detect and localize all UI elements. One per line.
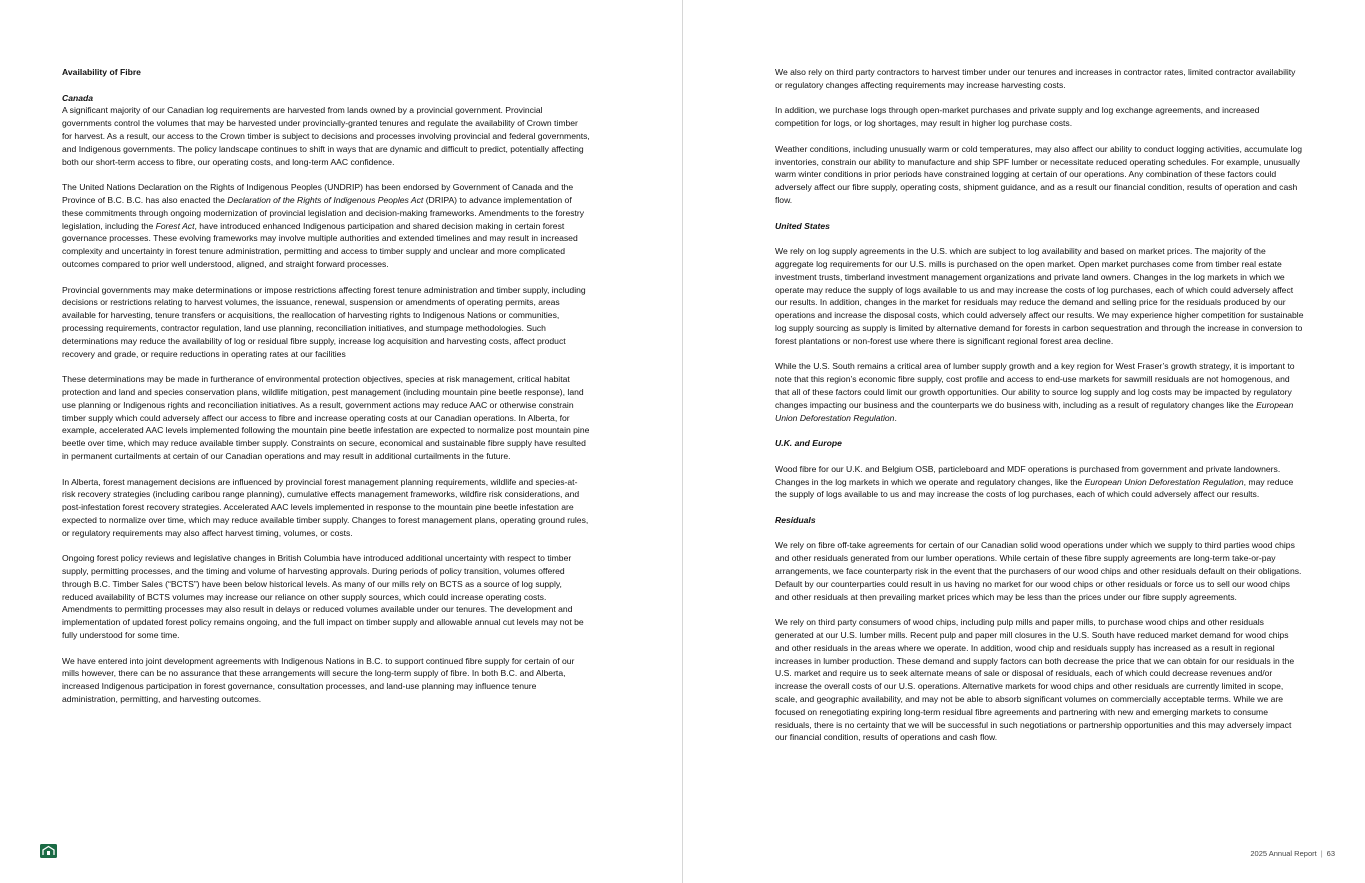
paragraph: We also rely on third party contractors to harvest timber under our tenures and increases in contractor rates, limited contractor availability or regulatory changes affecting requirements may increase harvesting costs. xyxy=(775,67,1296,90)
paragraph: These determinations may be made in furtherance of environmental protection objectives, species at risk management, critical habitat protection and land and species conservation plans, wildlife mitigation, pest management (including mountain pine beetle response), land use planning or Indigenous rights and reconciliation initiatives. As a result, government actions may reduce AAC or otherwise constrain timber supply which could adversely affect our access to fibre and increase operating costs at our Canadian operations. In Alberta, for example, accelerated AAC levels implemented following the mountain pine beetle infestation are expected to normalize post mountain pine beetle over time, which may reduce available timber supply. Constraints on secure, economical and sustainable fibre supply have resulted in permanent curtailments at certain of our Canadian operations and may result in additional curtailments in the future. xyxy=(62,374,590,461)
paragraph: We rely on third party consumers of wood chips, including pulp mills and paper mills, to purchase wood chips and other residuals generated at our U.S. lumber mills. Recent pulp and paper mill closures in the U.S. South have reduced market demand for wood chips and other residuals in the areas where we operate. In addition, wood chip and residuals supply has increased as a result in regional increases in lumber production. These demand and supply factors can both decrease the price that we can obtain for our residuals in the U.S. market and require us to seek alternate means of sale or disposal of residuals, each of which could decrease revenues and/or increase the overall costs of our U.S. operations. Alternative markets for wood chips and other residuals are currently limited in scope, scale, and geographic availability, and may not be able to absorb significant volumes on commercially acceptable terms. While we are focused on renegotiating expiring long-term residual fibre agreements and partnering with new and emerging markets to consume residuals, there is no certainty that we will be successful in such negotiations or partnership opportunities and this may adversely impact our financial condition, results of operations and cash flow. xyxy=(775,617,1295,743)
company-logo-icon xyxy=(40,844,57,858)
availability-of-fibre-heading: Availability of Fibre xyxy=(62,67,141,77)
paragraph: Weather conditions, including unusually warm or cold temperatures, may also affect our ability to conduct logging activities, accumulate log inventories, constrain our ability to manufacture and ship SPF lumber or necessitate reduced operating schedules. For example, unusually warm winter conditions in prior periods have constrained logging at certain of our operations. Any combination of these factors could adversely affect our fibre supply, operating costs, shipment guidance, and as a result our financial condition, results of operation and cash flow. xyxy=(775,143,1303,205)
united-states-heading: United States xyxy=(775,220,830,231)
paragraph: While the U.S. South remains a critical area of lumber supply growth and a key region for West Fraser’s growth strategy, it is important to note that this region’s economic fibre supply, cost profile and access to end-use markets for sawmill residuals are not homogenous, and that all of these factors could limit our growth opportunities. Our ability to source log supply and log costs may be impacted by regulatory changes impacting our business and the counterparts we do business with, including as a result of regulatory changes like the European Union Deforestation Regulation. xyxy=(775,361,1295,423)
canada-heading: Canada xyxy=(62,92,94,103)
footer-separator: | xyxy=(1320,849,1323,858)
paragraph: In addition, we purchase logs through open-market purchases and private supply and log exchange agreements, and increased competition for logs, or log shortages, may result in higher log purchase costs. xyxy=(775,105,1260,129)
residuals-heading: Residuals xyxy=(775,514,816,525)
left-column xyxy=(62,66,590,719)
right-column xyxy=(775,66,1305,757)
report-title: 2025 Annual Report xyxy=(1250,849,1317,858)
paragraph: In Alberta, forest management decisions are influenced by provincial forest management planning requirements, wildlife and species-at-risk recovery strategies (including caribou range planning), cumulative effects management frameworks, wildfire risk considerations, and post-infestation forest recovery strategies. Accelerated AAC levels implemented in response to the mountain pine beetle infestation are expected to normalize over time, which may reduce available timber supply. Changes to forest management plans, operating ground rules, or regulatory requirements may also affect harvest timing, volumes, or costs. xyxy=(62,476,589,538)
uk-europe-heading: U.K. and Europe xyxy=(775,438,842,449)
left-page xyxy=(0,0,682,883)
paragraph: A significant majority of our Canadian log requirements are harvested from lands owned by a provincial government. Provincial governments control the volumes that may be harvested under provincially-granted tenures and regulate the availability of Crown timber for harvest. As a result, our access to the Crown timber is subject to decisions and processes involving provincial and federal governments, and Indigenous governments. The policy landscape continues to shift in ways that are dynamic and difficult to predict, potentially affecting both our short-term access to fibre, our operating costs, and long-term AAC confidence. xyxy=(62,105,590,167)
paragraph: We rely on log supply agreements in the U.S. which are subject to log availability and based on market prices. The majority of the aggregate log requirements for our U.S. mills is purchased on the open market. Open market purchases come from timber real estate investment trusts, timberland investment management organizations and private land owners. Changes in the log markets in which we operate may reduce the supply of logs available to us and may increase the costs of log purchases, each of which could adversely affect our results. In addition, changes in the market for residuals may reduce the demand and selling price for the residuals produced by our operations and increase the disposal costs, which could adversely affect our results. We may experience higher competition for sustainable log supply sourcing as supply is limited by alternative demand for forests in carbon sequestration and through the increase in conversion to forest plantations or non-forest use where there is significant regional forest area decline. xyxy=(775,246,1304,346)
paragraph: We have entered into joint development agreements with Indigenous Nations in B.C. to support continued fibre supply for certain of our mills however, there can be no assurance that these arrangements will secure the long-term supply of fibre. In both B.C. and Alberta, increased Indigenous participation in forest governance, consultation processes, and land-use planning may influence tenure administration, permitting, and harvesting outcomes. xyxy=(62,655,575,705)
paragraph: Provincial governments may make determinations or impose restrictions affecting forest tenure administration and timber supply, including decisions or restrictions relating to harvest volumes, the issuance, renewal, suspension or amendments of operating permits, areas available for harvesting, tenure transfers or acquisitions, the reallocation of harvesting rights to Indigenous Nations or communities, processing requirements, contractor regulation, land use planning, reconciliation initiatives, and stumpage methodologies. Such determinations may reduce the availability of log or residual fibre supply, increase log acquisition and harvesting costs, affect product recovery and grade, or require reductions in operating rates at our facilities xyxy=(62,284,586,359)
paragraph: Ongoing forest policy reviews and legislative changes in British Columbia have introduced additional uncertainty with respect to timber supply, permitting processes, and the timing and volume of harvesting approvals. During periods of policy transition, volumes offered through B.C. Timber Sales (“BCTS”) have been below historical levels. As many of our mills rely on BCTS as a source of log supply, reduced availability of BCTS volumes may increase our reliance on other supply sources, which could increase operating costs. Amendments to permitting processes may also result in delays or reduced volumes available under our tenures. The development and implementation of updated forest policy remains ongoing, and the full impact on timber supply and allowable annual cut levels may not be fully understood for some time. xyxy=(62,553,584,641)
paragraph: Wood fibre for our U.K. and Belgium OSB, particleboard and MDF operations is purchased from government and private landowners. Changes in the log markets in which we operate and regulatory changes, like the European Union Deforestation Regulation, may reduce the supply of logs available to us and may increase the costs of log purchases, each of which could adversely affect our results. xyxy=(775,463,1294,500)
right-page xyxy=(683,0,1365,883)
page-footer xyxy=(1250,849,1335,858)
paragraph: The United Nations Declaration on the Rights of Indigenous Peoples (UNDRIP) has been endorsed by Government of Canada and the Province of B.C. B.C. has also enacted the Declaration of the Rights of Indigenous Peoples Act (DRIPA) to advance implementation of these commitments through ongoing modernization of provincial legislation and decision-making frameworks. Amendments to the forestry legislation, including the Forest Act, have introduced enhanced Indigenous participation and shared decision making in certain forest governance processes. These evolving frameworks may involve multiple authorities and extended timelines and may result in increased complexity and uncertainty in forest tenure administration, permitting and access to timber supply and unclear and more complicated outcomes compared to prior well understood, aligned, and straight forward processes. xyxy=(62,182,585,269)
paragraph: We rely on fibre off-take agreements for certain of our Canadian solid wood operations under which we supply to third parties wood chips and other residuals generated from our lumber operations. While certain of these fibre supply agreements are long-term take-or-pay arrangements, we face counterparty risk in the event that the purchasers of our wood chips and other residuals default on their obligations. Default by our counterparties could result in us having no market for our wood chips or other residuals or force us to sell our wood chips and other residuals at then prevailing market prices which may be less than the prices under our fibre supply agreements. xyxy=(775,540,1302,602)
page-number: 63 xyxy=(1326,849,1335,858)
